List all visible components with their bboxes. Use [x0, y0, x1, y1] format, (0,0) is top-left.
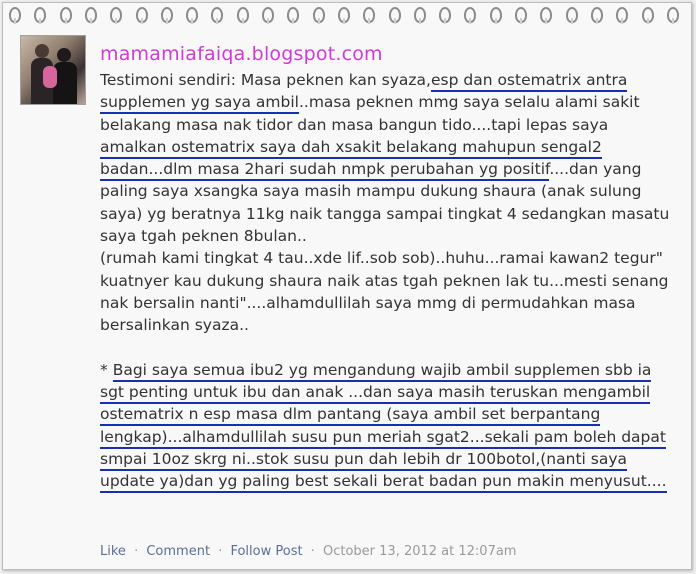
like-link[interactable]: Like [100, 544, 126, 559]
binding-ring [313, 7, 325, 23]
text-line: nak bersalin nanti"....alhamdullilah saya mmg di permudahkan masa [100, 293, 636, 312]
comment-card [2, 2, 692, 570]
text-line: sgt penting untuk ibu dan anak ...dan saya masih teruskan mengambil [100, 381, 685, 403]
comment-link[interactable]: Comment [146, 544, 211, 559]
follow-post-link[interactable]: Follow Post [230, 544, 303, 559]
avatar[interactable] [20, 35, 86, 105]
binding-ring [667, 7, 679, 23]
spiral-binding [3, 3, 693, 29]
text-line: (rumah kami tingkat 4 tau..xde lif..sob sob)..huhu...ramai kawan2 tegur" [100, 249, 663, 268]
blog-link[interactable]: mamamiafaiqa.blogspot.com [100, 43, 383, 65]
text-line: paling saya xsangka saya masih mampu dukung shaura (anak sulung [100, 182, 642, 201]
post-timestamp: October 13, 2012 at 12:07am [323, 544, 517, 559]
binding-ring [540, 7, 552, 23]
binding-ring [136, 7, 148, 23]
binding-ring [439, 7, 451, 23]
binding-ring [414, 7, 426, 23]
binding-ring [616, 7, 628, 23]
binding-ring [161, 7, 173, 23]
text-line: lengkap)...alhamdullilah susu pun meriah sgat2...sekali pam boleh dapat [100, 426, 685, 448]
binding-ring [287, 7, 299, 23]
binding-ring [363, 7, 375, 23]
separator-dot: · [218, 544, 223, 559]
binding-ring [591, 7, 603, 23]
binding-ring [566, 7, 578, 23]
text-line: * Bagi saya semua ibu2 yg mengandung wajib ambil supplemen sbb ia [100, 359, 685, 381]
binding-ring [338, 7, 350, 23]
binding-ring [85, 7, 97, 23]
text-line: belakang masa nak tidor dan masa bangun tido....tapi lepas saya [100, 115, 609, 134]
binding-ring [490, 7, 502, 23]
text-line: supplemen yg saya ambil..masa peknen mmg saya selalu alami sakit [100, 91, 685, 113]
blank-line [100, 337, 685, 359]
binding-ring [389, 7, 401, 23]
text-line: saya) yg beratnya 11kg naik tangga sampai tingkat 4 sedangkan masatu [100, 204, 670, 223]
text-line: kuatnyer kau dukung shaura naik atas tgah peknen lak tu...mesti senang [100, 271, 669, 290]
text-line: update ya)dan yg paling best sekali berat badan pun makin menyusut.... [100, 470, 685, 492]
binding-ring [211, 7, 223, 23]
text-line: ostematrix n esp masa dlm pantang (saya ambil set berpantang [100, 403, 685, 425]
text-line: smpai 10oz skrg ni..stok susu pun dah lebih dr 100botol,(nanti saya [100, 448, 685, 470]
text-line: bersalinkan syaza.. [100, 316, 249, 335]
binding-ring [262, 7, 274, 23]
binding-ring [515, 7, 527, 23]
testimonial-text [100, 69, 685, 493]
text-line: amalkan ostematrix saya dah xsakit belakang mahupun sengal2 [100, 136, 685, 158]
separator-dot: · [134, 544, 139, 559]
comment-actions [100, 544, 516, 559]
binding-ring [110, 7, 122, 23]
binding-ring [642, 7, 654, 23]
text-line: Testimoni sendiri: Masa peknen kan syaza,esp dan ostematrix antra [100, 69, 685, 91]
separator-dot: · [310, 544, 315, 559]
binding-ring [9, 7, 21, 23]
binding-ring [34, 7, 46, 23]
binding-ring [186, 7, 198, 23]
binding-ring [60, 7, 72, 23]
text-line: saya tgah peknen 8bulan.. [100, 227, 307, 246]
binding-ring [464, 7, 476, 23]
text-line: badan...dlm masa 2hari sudah nmpk perubahan yg positif....dan yang [100, 158, 685, 180]
binding-ring [237, 7, 249, 23]
